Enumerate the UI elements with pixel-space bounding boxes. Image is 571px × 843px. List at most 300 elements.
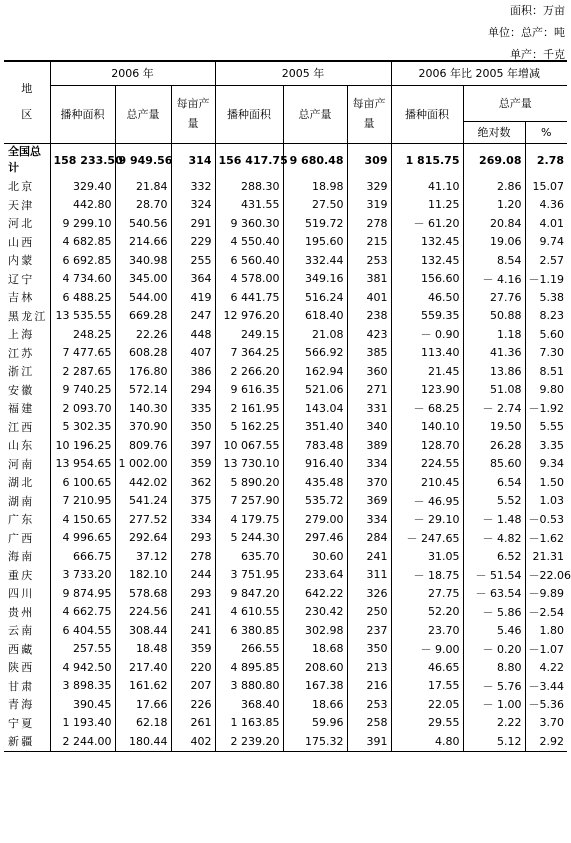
- region-cell: 山东: [4, 436, 50, 455]
- value-cell: 253: [347, 695, 391, 714]
- value-cell: 521.06: [283, 381, 347, 400]
- value-cell: 8.23: [539, 309, 565, 323]
- table-row: [4, 270, 567, 289]
- value-cell: － 4.16: [463, 270, 525, 289]
- value-cell: 6.52: [463, 547, 525, 566]
- value-cell: 431.55: [215, 196, 283, 215]
- table-row: [4, 510, 567, 529]
- region-cell: 北京: [4, 177, 50, 196]
- value-cell: 288.30: [215, 177, 283, 196]
- value-cell: 559.35: [391, 307, 463, 326]
- value-cell: 11.25: [391, 196, 463, 215]
- value-cell: －1.07: [528, 642, 565, 656]
- value-cell: 293: [171, 584, 215, 603]
- value-cell: 1 163.85: [215, 714, 283, 733]
- value-cell: 5.38: [539, 290, 565, 304]
- value-cell: 608.28: [115, 344, 171, 363]
- header-yield-2005: 每亩产 量: [347, 85, 391, 143]
- value-cell: 4 179.75: [215, 510, 283, 529]
- value-cell: 9 360.30: [215, 214, 283, 233]
- value-cell: 4 682.85: [50, 233, 115, 252]
- value-cell: 176.80: [115, 362, 171, 381]
- value-cell: 182.10: [115, 566, 171, 585]
- value-cell: －22.06: [528, 568, 571, 582]
- region-cell: 山西: [4, 233, 50, 252]
- region-cell: 陕西: [4, 658, 50, 677]
- region-cell: 全国总 计: [4, 143, 50, 177]
- region-cell: 宁夏: [4, 714, 50, 733]
- table-row: [4, 325, 567, 344]
- value-cell: 423: [347, 325, 391, 344]
- value-cell: 250: [347, 603, 391, 622]
- value-cell: 386: [171, 362, 215, 381]
- value-cell: 402: [171, 732, 215, 751]
- region-cell: 甘肃: [4, 677, 50, 696]
- value-cell: 332.44: [283, 251, 347, 270]
- value-cell: 6 488.25: [50, 288, 115, 307]
- table-row: [4, 399, 567, 418]
- table-row: [4, 658, 567, 677]
- value-cell: 59.96: [283, 714, 347, 733]
- value-cell: 368.40: [215, 695, 283, 714]
- value-cell: 284: [347, 529, 391, 548]
- table-row: [4, 418, 567, 437]
- value-cell: 113.40: [391, 344, 463, 363]
- value-cell: 6 560.40: [215, 251, 283, 270]
- value-cell: 9 616.35: [215, 381, 283, 400]
- value-cell: 22.26: [115, 325, 171, 344]
- table-row: [4, 584, 567, 603]
- value-cell: 238: [347, 307, 391, 326]
- value-cell: 4 942.50: [50, 658, 115, 677]
- value-cell: 23.70: [391, 621, 463, 640]
- value-cell: 4 734.60: [50, 270, 115, 289]
- header-output-change: 总产量: [463, 85, 567, 121]
- region-cell: 吉林: [4, 288, 50, 307]
- region-cell: 黑龙江: [4, 307, 50, 326]
- value-cell: 244: [171, 566, 215, 585]
- grain-table-wrap: [4, 60, 571, 752]
- value-cell: 241: [171, 603, 215, 622]
- value-cell: 334: [347, 510, 391, 529]
- value-cell: － 46.95: [391, 492, 463, 511]
- region-cell: 四川: [4, 584, 50, 603]
- value-cell: 278: [171, 547, 215, 566]
- table-row: [4, 196, 567, 215]
- value-cell: 27.50: [283, 196, 347, 215]
- value-cell: 41.10: [391, 177, 463, 196]
- value-cell: 19.50: [463, 418, 525, 437]
- value-cell: 143.04: [283, 399, 347, 418]
- value-cell: 5 302.35: [50, 418, 115, 437]
- value-cell: 226: [171, 695, 215, 714]
- value-cell: 516.24: [283, 288, 347, 307]
- value-cell: 7.30: [539, 346, 565, 360]
- region-cell: 内蒙: [4, 251, 50, 270]
- value-cell: 21.84: [115, 177, 171, 196]
- value-cell: 241: [171, 621, 215, 640]
- value-cell: 255: [171, 251, 215, 270]
- header-change: 2006 年比 2005 年增减: [391, 61, 567, 85]
- value-cell: 635.70: [215, 547, 283, 566]
- value-cell: 279.00: [283, 510, 347, 529]
- value-cell: 9 299.10: [50, 214, 115, 233]
- value-cell: 7 477.65: [50, 344, 115, 363]
- region-cell: 河北: [4, 214, 50, 233]
- value-cell: 541.24: [115, 492, 171, 511]
- region-cell: 青海: [4, 695, 50, 714]
- value-cell: 22.05: [391, 695, 463, 714]
- value-cell: 229: [171, 233, 215, 252]
- value-cell: － 68.25: [391, 399, 463, 418]
- region-cell: 上海: [4, 325, 50, 344]
- value-cell: 3 880.80: [215, 677, 283, 696]
- value-cell: 390.45: [50, 695, 115, 714]
- value-cell: 2.92: [525, 732, 567, 751]
- value-cell: － 51.54: [463, 566, 525, 585]
- value-cell: 9.34: [539, 457, 565, 471]
- value-cell: 12 976.20: [215, 307, 283, 326]
- value-cell: 4.80: [391, 732, 463, 751]
- value-cell: 572.14: [115, 381, 171, 400]
- value-cell: 1.80: [539, 623, 565, 637]
- total-row: [4, 143, 567, 177]
- value-cell: 669.28: [115, 307, 171, 326]
- units-note: [488, 0, 565, 66]
- value-cell: 360: [347, 362, 391, 381]
- region-cell: 湖北: [4, 473, 50, 492]
- value-cell: 331: [347, 399, 391, 418]
- value-cell: 167.38: [283, 677, 347, 696]
- unit-area: 面积：万亩: [510, 4, 565, 17]
- table-row: [4, 547, 567, 566]
- value-cell: 314: [171, 143, 215, 177]
- value-cell: 8.51: [539, 364, 565, 378]
- grain-table: [4, 60, 571, 752]
- value-cell: 6 404.55: [50, 621, 115, 640]
- value-cell: 233.64: [283, 566, 347, 585]
- table-row: [4, 362, 567, 381]
- value-cell: 27.75: [391, 584, 463, 603]
- value-cell: 278: [347, 214, 391, 233]
- value-cell: 162.94: [283, 362, 347, 381]
- header-2006: 2006 年: [50, 61, 215, 85]
- value-cell: 5.12: [463, 732, 525, 751]
- value-cell: 2.86: [463, 177, 525, 196]
- value-cell: 2 244.00: [50, 732, 115, 751]
- value-cell: 5 162.25: [215, 418, 283, 437]
- value-cell: 2.78: [525, 143, 567, 177]
- value-cell: 37.12: [115, 547, 171, 566]
- value-cell: 783.48: [283, 436, 347, 455]
- value-cell: 329.40: [50, 177, 115, 196]
- region-cell: 贵州: [4, 603, 50, 622]
- value-cell: 132.45: [391, 251, 463, 270]
- value-cell: 9 949.56: [115, 143, 171, 177]
- value-cell: 6 692.85: [50, 251, 115, 270]
- value-cell: 397: [171, 436, 215, 455]
- value-cell: 161.62: [115, 677, 171, 696]
- value-cell: － 9.00: [391, 640, 463, 659]
- value-cell: 349.16: [283, 270, 347, 289]
- value-cell: 207: [171, 677, 215, 696]
- header-yield-2006: 每亩产 量: [171, 85, 215, 143]
- value-cell: 224.55: [391, 455, 463, 474]
- value-cell: 2 287.65: [50, 362, 115, 381]
- header-output-2006: 总产量: [115, 85, 171, 143]
- value-cell: 85.60: [463, 455, 525, 474]
- value-cell: 62.18: [115, 714, 171, 733]
- value-cell: 266.55: [215, 640, 283, 659]
- region-cell: 西藏: [4, 640, 50, 659]
- value-cell: 381: [347, 270, 391, 289]
- value-cell: 3 898.35: [50, 677, 115, 696]
- table-row: [4, 732, 567, 751]
- value-cell: 241: [347, 547, 391, 566]
- value-cell: 311: [347, 566, 391, 585]
- value-cell: －1.19: [528, 272, 565, 286]
- value-cell: 2 266.20: [215, 362, 283, 381]
- value-cell: 51.08: [463, 381, 525, 400]
- value-cell: － 5.76: [463, 677, 525, 696]
- value-cell: 18.68: [283, 640, 347, 659]
- value-cell: 50.88: [463, 307, 525, 326]
- value-cell: 2.57: [539, 253, 565, 267]
- value-cell: 442.80: [50, 196, 115, 215]
- region-cell: 天津: [4, 196, 50, 215]
- value-cell: 335: [171, 399, 215, 418]
- value-cell: 407: [171, 344, 215, 363]
- value-cell: 350: [171, 418, 215, 437]
- value-cell: － 0.20: [463, 640, 525, 659]
- region-cell: 浙江: [4, 362, 50, 381]
- table-row: [4, 603, 567, 622]
- value-cell: 30.60: [283, 547, 347, 566]
- value-cell: 540.56: [115, 214, 171, 233]
- value-cell: 4 996.65: [50, 529, 115, 548]
- value-cell: 370.90: [115, 418, 171, 437]
- value-cell: 5.46: [463, 621, 525, 640]
- value-cell: 642.22: [283, 584, 347, 603]
- value-cell: 230.42: [283, 603, 347, 622]
- value-cell: 364: [171, 270, 215, 289]
- value-cell: 1.50: [539, 475, 565, 489]
- value-cell: 4 578.00: [215, 270, 283, 289]
- table-row: [4, 381, 567, 400]
- value-cell: －2.54: [528, 605, 565, 619]
- region-cell: 重庆: [4, 566, 50, 585]
- value-cell: 324: [171, 196, 215, 215]
- value-cell: 916.40: [283, 455, 347, 474]
- region-cell: 广西: [4, 529, 50, 548]
- value-cell: 544.00: [115, 288, 171, 307]
- value-cell: 41.36: [463, 344, 525, 363]
- region-cell: 湖南: [4, 492, 50, 511]
- value-cell: －5.36: [528, 698, 565, 712]
- value-cell: 294: [171, 381, 215, 400]
- region-cell: 江苏: [4, 344, 50, 363]
- table-row: [4, 695, 567, 714]
- header-area-2005: 播种面积: [215, 85, 283, 143]
- table-row: [4, 288, 567, 307]
- value-cell: 5.52: [463, 492, 525, 511]
- region-cell: 福建: [4, 399, 50, 418]
- value-cell: 291: [171, 214, 215, 233]
- value-cell: 195.60: [283, 233, 347, 252]
- value-cell: 21.45: [391, 362, 463, 381]
- value-cell: 8.80: [463, 658, 525, 677]
- value-cell: 389: [347, 436, 391, 455]
- value-cell: 334: [171, 510, 215, 529]
- value-cell: 535.72: [283, 492, 347, 511]
- value-cell: 5.55: [539, 420, 565, 434]
- value-cell: － 29.10: [391, 510, 463, 529]
- value-cell: 5 890.20: [215, 473, 283, 492]
- value-cell: － 1.00: [463, 695, 525, 714]
- value-cell: 132.45: [391, 233, 463, 252]
- value-cell: 3 733.20: [50, 566, 115, 585]
- value-cell: － 63.54: [463, 584, 525, 603]
- value-cell: 248.25: [50, 325, 115, 344]
- value-cell: 257.55: [50, 640, 115, 659]
- value-cell: 9 847.20: [215, 584, 283, 603]
- value-cell: 31.05: [391, 547, 463, 566]
- value-cell: 237: [347, 621, 391, 640]
- value-cell: 224.56: [115, 603, 171, 622]
- value-cell: 359: [171, 455, 215, 474]
- value-cell: －3.44: [528, 679, 565, 693]
- value-cell: 175.32: [283, 732, 347, 751]
- header-2005: 2005 年: [215, 61, 391, 85]
- table-row: [4, 307, 567, 326]
- value-cell: － 1.48: [463, 510, 525, 529]
- value-cell: 326: [347, 584, 391, 603]
- value-cell: 4 550.40: [215, 233, 283, 252]
- table-row: [4, 566, 567, 585]
- value-cell: 1 002.00: [115, 455, 171, 474]
- value-cell: 2 161.95: [215, 399, 283, 418]
- region-cell: 安徽: [4, 381, 50, 400]
- value-cell: 334: [347, 455, 391, 474]
- value-cell: 3.70: [539, 716, 565, 730]
- value-cell: －1.92: [528, 402, 565, 416]
- region-cell: 辽宁: [4, 270, 50, 289]
- value-cell: 52.20: [391, 603, 463, 622]
- value-cell: 258: [347, 714, 391, 733]
- unit-yield: 单产：千克: [510, 48, 565, 61]
- table-row: [4, 455, 567, 474]
- value-cell: 319: [347, 196, 391, 215]
- value-cell: 7 210.95: [50, 492, 115, 511]
- value-cell: －0.53: [528, 513, 565, 527]
- value-cell: 6 380.85: [215, 621, 283, 640]
- value-cell: 5.60: [539, 327, 565, 341]
- value-cell: 29.55: [391, 714, 463, 733]
- value-cell: 340.98: [115, 251, 171, 270]
- value-cell: 13 730.10: [215, 455, 283, 474]
- table-row: [4, 233, 567, 252]
- value-cell: 19.06: [463, 233, 525, 252]
- header-region: 地 区: [4, 61, 50, 143]
- value-cell: 578.68: [115, 584, 171, 603]
- header-output-2005: 总产量: [283, 85, 347, 143]
- value-cell: 329: [347, 177, 391, 196]
- value-cell: 13 535.55: [50, 307, 115, 326]
- table-row: [4, 529, 567, 548]
- value-cell: 9.74: [539, 235, 565, 249]
- value-cell: 27.76: [463, 288, 525, 307]
- value-cell: 247: [171, 307, 215, 326]
- value-cell: 340: [347, 418, 391, 437]
- value-cell: 269.08: [463, 143, 525, 177]
- header-area-2006: 播种面积: [50, 85, 115, 143]
- value-cell: 809.76: [115, 436, 171, 455]
- region-cell: 云南: [4, 621, 50, 640]
- value-cell: 18.48: [115, 640, 171, 659]
- value-cell: 180.44: [115, 732, 171, 751]
- value-cell: 2 093.70: [50, 399, 115, 418]
- value-cell: － 247.65: [391, 529, 463, 548]
- value-cell: 618.40: [283, 307, 347, 326]
- value-cell: 566.92: [283, 344, 347, 363]
- value-cell: 4.36: [539, 198, 565, 212]
- value-cell: 359: [171, 640, 215, 659]
- value-cell: 302.98: [283, 621, 347, 640]
- region-cell: 江西: [4, 418, 50, 437]
- value-cell: 220: [171, 658, 215, 677]
- value-cell: 10 196.25: [50, 436, 115, 455]
- value-cell: 385: [347, 344, 391, 363]
- value-cell: 249.15: [215, 325, 283, 344]
- value-cell: 140.10: [391, 418, 463, 437]
- value-cell: 1.18: [463, 325, 525, 344]
- table-row: [4, 251, 567, 270]
- value-cell: 4 662.75: [50, 603, 115, 622]
- table-row: [4, 436, 567, 455]
- value-cell: 128.70: [391, 436, 463, 455]
- value-cell: 156.60: [391, 270, 463, 289]
- value-cell: 297.46: [283, 529, 347, 548]
- value-cell: － 2.74: [463, 399, 525, 418]
- value-cell: 208.60: [283, 658, 347, 677]
- value-cell: 666.75: [50, 547, 115, 566]
- header-abs: 绝对数: [463, 121, 525, 143]
- table-row: [4, 677, 567, 696]
- value-cell: 17.66: [115, 695, 171, 714]
- value-cell: 1.20: [463, 196, 525, 215]
- value-cell: 5 244.30: [215, 529, 283, 548]
- value-cell: 210.45: [391, 473, 463, 492]
- value-cell: 215: [347, 233, 391, 252]
- value-cell: 442.02: [115, 473, 171, 492]
- value-cell: 4 895.85: [215, 658, 283, 677]
- value-cell: 4.01: [539, 216, 565, 230]
- value-cell: 292.64: [115, 529, 171, 548]
- value-cell: 1 815.75: [391, 143, 463, 177]
- value-cell: 4.22: [539, 660, 565, 674]
- value-cell: －1.62: [528, 531, 565, 545]
- table-row: [4, 214, 567, 233]
- value-cell: 214.66: [115, 233, 171, 252]
- value-cell: 28.70: [115, 196, 171, 215]
- value-cell: 213: [347, 658, 391, 677]
- value-cell: 391: [347, 732, 391, 751]
- value-cell: － 61.20: [391, 214, 463, 233]
- table-row: [4, 714, 567, 733]
- table-row: [4, 640, 567, 659]
- value-cell: 308.44: [115, 621, 171, 640]
- header-area-change: 播种面积: [391, 85, 463, 143]
